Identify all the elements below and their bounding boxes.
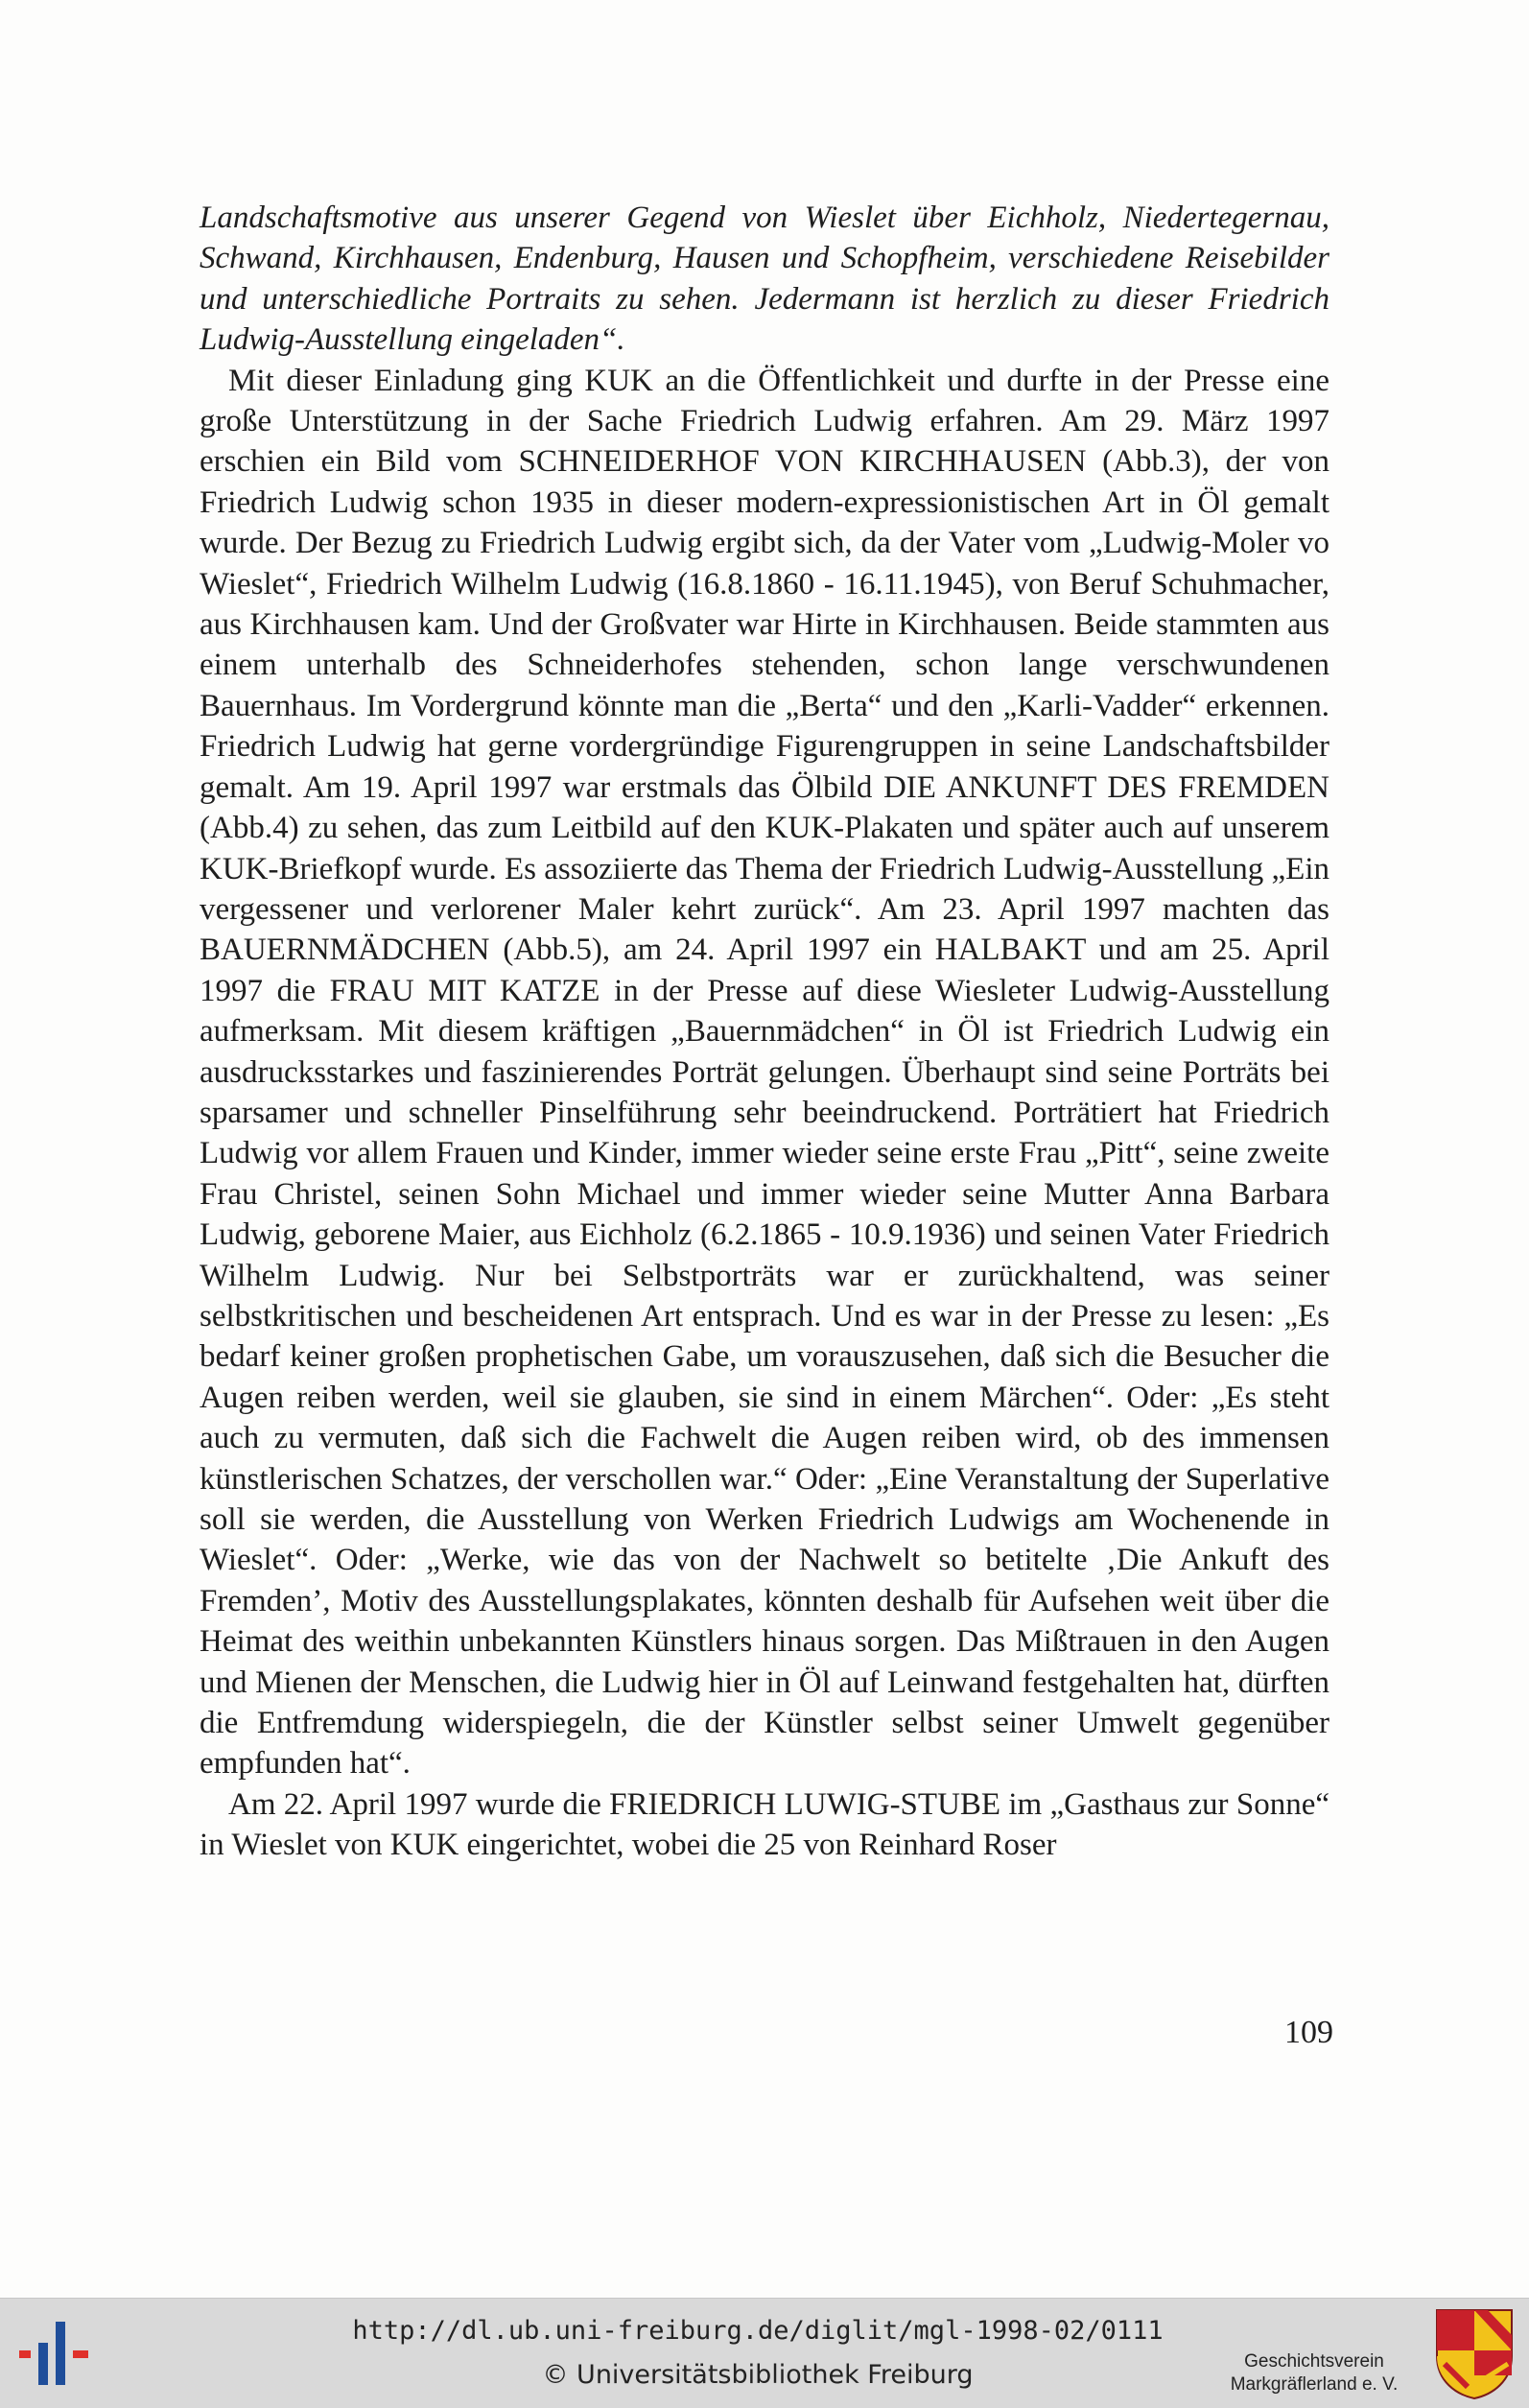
society-name [1199, 2350, 1429, 2396]
footer-copyright: © Universitätsbibliothek Freiburg [542, 2360, 974, 2390]
body-paragraph: Mit dieser Einladung ging KUK an die Öffentlichkeit und durfte in der Presse eine große Unterstützung in der Sache Friedrich Ludwig erfahren. Am 29. März 1997 erschien ein Bild vom SCHNEIDERHOF VON KIRCHHAUSEN (Abb.3), der von Friedrich Ludwig schon 1935 in dieser modern-expressionistischen Art in Öl gemalt wurde. Der Bezug zu Friedrich Ludwig ergibt sich, da der Vater vom „Ludwig-Moler vo Wieslet“, Friedrich Wilhelm Ludwig (16.8.1860 - 16.11.1945), von Beruf Schuhmacher, aus Kirchhausen kam. Und der Großvater war Hirte in Kirchhausen. Beide stammten aus einem unterhalb des Schneiderhofes stehenden, schon lange verschwundenen Bauernhaus. Im Vordergrund könnte man die „Berta“ und den „Karli-Vadder“ erkennen. Friedrich Ludwig hat gerne vordergründige Figurengruppen in seine Landschaftsbilder gemalt. Am 19. April 1997 war erstmals das Ölbild DIE ANKUNFT DES FREMDEN (Abb.4) zu sehen, das zum Leitbild auf den KUK-Plakaten und später auch auf unserem KUK-Briefkopf wurde. Es assoziierte das Thema der Friedrich Ludwig-Ausstellung „Ein vergessener und verlorener Maler kehrt zurück“. Am 23. April 1997 machten das BAUERNMÄDCHEN (Abb.5), am 24. April 1997 ein HALBAKT und am 25. April 1997 die FRAU MIT KATZE in der Presse auf diese Wiesleter Ludwig-Ausstellung aufmerksam. Mit diesem kräftigen „Bauernmädchen“ in Öl ist Friedrich Ludwig ein ausdrucksstarkes und faszinierendes Porträt gelungen. Überhaupt sind seine Porträts bei sparsamer und schneller Pinselführung sehr beeindruckend. Porträtiert hat Friedrich Ludwig vor allem Frauen und Kinder, immer wieder seine erste Frau „Pitt“, seine zweite Frau Christel, seinen Sohn Michael und immer wieder seine Mutter Anna Barbara Ludwig, geborene Maier, aus Eichholz (6.2.1865 - 10.9.1936) und seinen Vater Friedrich Wilhelm Ludwig. Nur bei Selbstporträts war er zurückhaltend, was seiner selbstkritischen und bescheidenen Art entsprach. Und es war in der Presse zu lesen: „Es bedarf keiner großen prophetischen Gabe, um vorauszusehen, daß sich die Besucher die Augen reiben werden, weil sie glauben, sie sind in einem Märchen“. Oder: „Es steht auch zu vermuten, daß sich die Fachwelt die Augen reiben wird, ob des immensen künstlerischen Schatzes, der verschollen war.“ Oder: „Eine Veranstaltung der Superlative soll sie werden, die Ausstellung von Werken Friedrich Ludwigs am Wochenende in Wieslet“. Oder: „Werke, wie das von der Nachwelt so betitelte ‚Die Ankuft des Fremden’, Motiv des Ausstellungsplakates, könnten deshalb für Aufsehen weit über die Heimat des weithin unbekannten Künstlers hinaus sorgen. Das Mißtrauen in den Augen und Mienen der Menschen, die Ludwig hier in Öl auf Leinwand festgehalten hat, dürften die Entfremdung widerspiegeln, die der Künstler selbst seiner Umwelt gegenüber empfunden hat“. [200, 363, 1329, 1782]
coat-of-arms-icon [1433, 2306, 1516, 2400]
footer-bar [0, 2298, 1529, 2408]
intro-italic-paragraph: Landschaftsmotive aus unserer Gegend von Wieslet über Eichholz, Niedertegernau, Schwand, Kirchhausen, Endenburg, Hausen und Schopfheim, verschiedene Reisebilder und unterschiedliche Portraits zu sehen. Jedermann ist herzlich zu dieser Friedrich Ludwig-Ausstellung eingeladen“. [200, 201, 1329, 358]
document-body [200, 198, 1329, 1866]
ub-freiburg-logo-icon [17, 2316, 98, 2393]
page-number: 109 [1284, 2015, 1333, 2050]
society-name-line1: Geschichtsverein [1244, 2351, 1384, 2372]
society-name-line2: Markgräflerland e. V. [1230, 2374, 1399, 2395]
footer-url-link[interactable]: http://dl.ub.uni-freiburg.de/diglit/mgl-1998-02/0111 [352, 2316, 1164, 2346]
body-paragraph: Am 22. April 1997 wurde die FRIEDRICH LUWIG-STUBE im „Gasthaus zur Sonne“ in Wieslet von KUK eingerichtet, wobei die 25 von Reinhard Roser [200, 1786, 1329, 1863]
